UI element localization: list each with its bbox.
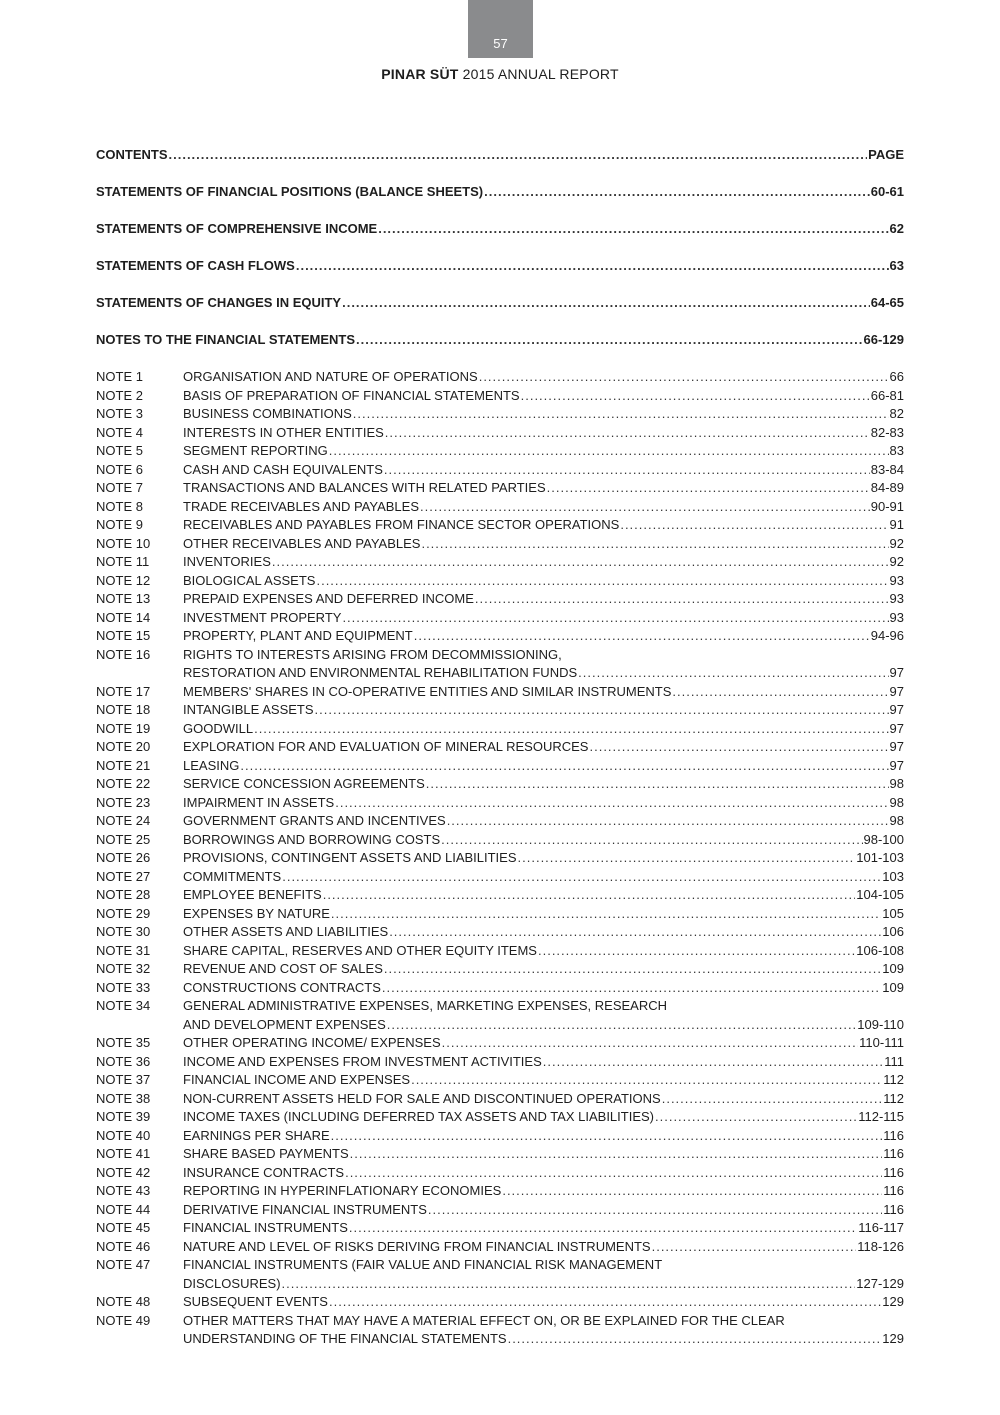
note-number: NOTE 45 xyxy=(96,1220,151,1235)
page-number: 57 xyxy=(493,36,508,51)
note-page: 103 xyxy=(882,868,904,884)
note-title: BUSINESS COMBINATIONS xyxy=(183,406,352,421)
note-title: GOODWILL xyxy=(183,720,254,736)
note-page: 106 xyxy=(882,924,904,939)
toc-section-row-dots xyxy=(296,257,889,276)
note-number: NOTE 43 xyxy=(96,1183,151,1198)
toc-note-row[interactable] xyxy=(96,1164,904,1183)
note-dots xyxy=(589,738,888,757)
toc-note-row-continued[interactable] xyxy=(96,1275,904,1294)
toc-note-row[interactable] xyxy=(96,1108,904,1127)
note-page: 92 xyxy=(889,535,904,551)
toc-note-row[interactable] xyxy=(96,498,904,517)
note-number: NOTE 1 xyxy=(96,369,143,384)
note-dots xyxy=(420,498,870,517)
note-number: NOTE 41 xyxy=(96,1146,151,1161)
toc-note-row[interactable] xyxy=(96,424,904,443)
note-number: NOTE 46 xyxy=(96,1238,151,1254)
note-dots xyxy=(331,905,881,924)
note-page: 93 xyxy=(889,591,904,606)
note-dots xyxy=(331,1127,883,1146)
note-number: NOTE 6 xyxy=(96,461,143,477)
toc-note-row[interactable] xyxy=(96,1256,904,1275)
toc-section-row-page: 66-129 xyxy=(863,332,904,347)
note-number: NOTE 39 xyxy=(96,1109,151,1124)
note-number: NOTE 2 xyxy=(96,387,143,403)
note-number: NOTE 18 xyxy=(96,702,151,717)
toc-note-row[interactable] xyxy=(96,590,904,609)
note-number: NOTE 33 xyxy=(96,979,151,995)
note-number: NOTE 14 xyxy=(96,609,151,625)
note-title: PROPERTY, PLANT AND EQUIPMENT xyxy=(183,628,413,643)
note-page: 112 xyxy=(883,1072,904,1087)
note-number: NOTE 8 xyxy=(96,498,143,514)
report-brand: PINAR SÜT xyxy=(381,66,459,82)
note-dots xyxy=(350,1145,883,1164)
note-number: NOTE 13 xyxy=(96,591,151,606)
note-number: NOTE 35 xyxy=(96,1035,151,1050)
note-dots xyxy=(335,794,888,813)
note-dots xyxy=(652,1238,857,1257)
note-number: NOTE 27 xyxy=(96,868,151,884)
note-number: NOTE 4 xyxy=(96,424,143,440)
note-title: GENERAL ADMINISTRATIVE EXPENSES, MARKETING EXPENSES, RESEARCH xyxy=(183,998,668,1013)
note-number: NOTE 7 xyxy=(96,480,143,495)
note-number: NOTE 10 xyxy=(96,535,151,551)
report-subtitle: 2015 ANNUAL REPORT xyxy=(458,66,619,82)
note-dots xyxy=(518,849,856,868)
toc-section-row-page: 63 xyxy=(889,258,904,273)
note-dots xyxy=(240,757,888,776)
toc-note-row[interactable] xyxy=(96,516,904,535)
note-page: 98 xyxy=(889,813,904,828)
note-page: 101-103 xyxy=(856,850,904,865)
note-number: NOTE 15 xyxy=(96,628,151,643)
note-dots xyxy=(349,1219,857,1238)
note-number: NOTE 32 xyxy=(96,961,151,976)
note-page: 106-108 xyxy=(856,942,904,958)
note-dots xyxy=(441,831,862,850)
note-title: BASIS OF PREPARATION OF FINANCIAL STATEMENTS xyxy=(183,387,520,403)
note-title: GOVERNMENT GRANTS AND INCENTIVES xyxy=(183,813,446,828)
toc-note-row[interactable] xyxy=(96,701,904,720)
note-number: NOTE 40 xyxy=(96,1127,151,1143)
note-title: RIGHTS TO INTERESTS ARISING FROM DECOMMISSIONING, xyxy=(183,646,562,662)
toc-note-row[interactable] xyxy=(96,849,904,868)
note-dots xyxy=(543,1053,883,1072)
note-dots xyxy=(329,442,889,461)
note-title: OTHER MATTERS THAT MAY HAVE A MATERIAL EFFECT ON, OR BE EXPLAINED FOR THE CLEAR xyxy=(183,1312,785,1328)
toc-note-row[interactable] xyxy=(96,572,904,591)
note-title: FINANCIAL INSTRUMENTS (FAIR VALUE AND FINANCIAL RISK MANAGEMENT xyxy=(183,1257,663,1272)
note-number: NOTE 49 xyxy=(96,1312,151,1328)
note-page: 97 xyxy=(889,683,904,699)
note-number: NOTE 3 xyxy=(96,406,143,421)
note-dots xyxy=(345,1164,882,1183)
note-dots xyxy=(353,405,889,424)
note-title: TRANSACTIONS AND BALANCES WITH RELATED PARTIES xyxy=(183,480,546,495)
toc-note-row[interactable] xyxy=(96,627,904,646)
note-dots xyxy=(272,553,889,572)
note-page: 116 xyxy=(883,1164,904,1180)
note-title: REPORTING IN HYPERINFLATIONARY ECONOMIES xyxy=(183,1183,502,1198)
note-page: 83-84 xyxy=(870,461,904,477)
note-number: NOTE 19 xyxy=(96,720,151,736)
note-title: IMPAIRMENT IN ASSETS xyxy=(183,794,335,810)
note-page: 109 xyxy=(882,961,904,976)
note-title: ORGANISATION AND NATURE OF OPERATIONS xyxy=(183,369,478,384)
note-number: NOTE 26 xyxy=(96,850,151,865)
toc-note-row[interactable] xyxy=(96,757,904,776)
toc-section-row-title: STATEMENTS OF FINANCIAL POSITIONS (BALANCE SHEETS) xyxy=(96,184,484,199)
note-dots xyxy=(475,590,889,609)
note-number: NOTE 17 xyxy=(96,683,151,699)
toc-note-row[interactable] xyxy=(96,831,904,850)
toc-note-row[interactable] xyxy=(96,1219,904,1238)
note-title: EARNINGS PER SHARE xyxy=(183,1127,330,1143)
note-page: 93 xyxy=(889,609,904,625)
note-number: NOTE 37 xyxy=(96,1072,151,1087)
note-page: 109 xyxy=(882,979,904,995)
note-dots xyxy=(414,627,870,646)
note-dots xyxy=(384,960,881,979)
contents-header-row[interactable] xyxy=(96,146,904,165)
note-dots xyxy=(538,942,855,961)
note-title: INVENTORIES xyxy=(183,554,271,569)
note-title: PROVISIONS, CONTINGENT ASSETS AND LIABILITIES xyxy=(183,850,517,865)
toc-note-row[interactable] xyxy=(96,387,904,406)
toc-note-row[interactable] xyxy=(96,1034,904,1053)
toc-note-row-continued[interactable] xyxy=(96,1016,904,1035)
toc-note-row[interactable] xyxy=(96,886,904,905)
note-number: NOTE 12 xyxy=(96,572,151,588)
toc-section-row-page: 62 xyxy=(889,221,904,236)
note-dots xyxy=(508,1330,882,1349)
contents-header-row-page: PAGE xyxy=(868,147,904,162)
note-number: NOTE 25 xyxy=(96,831,151,847)
toc-note-row[interactable] xyxy=(96,1053,904,1072)
note-page: 127-129 xyxy=(856,1275,904,1291)
note-number: NOTE 30 xyxy=(96,924,151,939)
note-dots xyxy=(315,701,889,720)
note-dots xyxy=(426,775,889,794)
note-dots xyxy=(428,1201,882,1220)
note-title: SERVICE CONCESSION AGREEMENTS xyxy=(183,776,425,791)
note-dots xyxy=(521,387,870,406)
note-title: PREPAID EXPENSES AND DEFERRED INCOME xyxy=(183,591,474,606)
note-page: 97 xyxy=(889,757,904,773)
toc-note-row[interactable] xyxy=(96,405,904,424)
note-page: 66-81 xyxy=(870,387,904,403)
note-dots xyxy=(385,424,870,443)
note-number: NOTE 11 xyxy=(96,554,150,569)
note-title: NON-CURRENT ASSETS HELD FOR SALE AND DISCONTINUED OPERATIONS xyxy=(183,1090,661,1106)
note-dots xyxy=(447,812,889,831)
toc-note-row[interactable] xyxy=(96,960,904,979)
note-page: 111 xyxy=(884,1053,904,1069)
note-page: 109-110 xyxy=(857,1016,904,1032)
note-dots xyxy=(329,1293,881,1312)
toc-note-row[interactable] xyxy=(96,942,904,961)
note-number: NOTE 21 xyxy=(96,757,151,773)
note-page: 98 xyxy=(889,794,904,810)
note-title: INCOME TAXES (INCLUDING DEFERRED TAX ASSETS AND TAX LIABILITIES) xyxy=(183,1109,654,1124)
note-page: 92 xyxy=(889,554,904,569)
toc-note-row[interactable] xyxy=(96,868,904,887)
note-page: 66 xyxy=(889,369,904,384)
note-dots xyxy=(342,609,888,628)
note-title-continued: AND DEVELOPMENT EXPENSES xyxy=(183,1016,386,1032)
note-title: EXPENSES BY NATURE xyxy=(183,905,330,921)
note-page: 116 xyxy=(883,1201,904,1217)
toc-note-row[interactable] xyxy=(96,1201,904,1220)
note-number: NOTE 31 xyxy=(96,942,151,958)
note-title: SEGMENT REPORTING xyxy=(183,443,328,458)
toc-note-row[interactable] xyxy=(96,905,904,924)
toc-note-row[interactable] xyxy=(96,1090,904,1109)
note-number: NOTE 20 xyxy=(96,739,151,754)
note-page: 112-115 xyxy=(858,1109,904,1124)
note-number: NOTE 5 xyxy=(96,443,143,458)
note-title: OTHER RECEIVABLES AND PAYABLES xyxy=(183,535,421,551)
note-dots xyxy=(254,720,888,739)
note-page: 97 xyxy=(889,702,904,717)
note-page: 97 xyxy=(889,720,904,736)
toc-note-row[interactable] xyxy=(96,1071,904,1090)
toc-note-row[interactable] xyxy=(96,1182,904,1201)
note-title: INVESTMENT PROPERTY xyxy=(183,609,342,625)
note-title: OTHER ASSETS AND LIABILITIES xyxy=(183,924,389,939)
toc-section-row-page: 64-65 xyxy=(870,295,904,310)
note-title-continued: DISCLOSURES) xyxy=(183,1275,281,1291)
note-dots xyxy=(411,1071,882,1090)
note-page: 83 xyxy=(889,443,904,458)
note-page: 116 xyxy=(883,1146,904,1161)
note-title: SHARE BASED PAYMENTS xyxy=(183,1146,349,1161)
toc-section-row-dots xyxy=(342,294,870,313)
toc-section-row-dots xyxy=(356,331,862,350)
note-dots xyxy=(672,683,888,702)
toc-notes xyxy=(96,368,904,1349)
toc-section-row[interactable] xyxy=(96,331,904,350)
note-page: 84-89 xyxy=(870,480,904,495)
note-page: 110-111 xyxy=(859,1035,904,1050)
note-dots xyxy=(442,1034,859,1053)
toc-section-row-title: NOTES TO THE FINANCIAL STATEMENTS xyxy=(96,332,356,347)
toc-note-row[interactable] xyxy=(96,720,904,739)
toc-note-row[interactable] xyxy=(96,979,904,998)
note-title: TRADE RECEIVABLES AND PAYABLES xyxy=(183,498,420,514)
note-dots xyxy=(384,461,870,480)
note-title: INTERESTS IN OTHER ENTITIES xyxy=(183,424,384,440)
note-title: LEASING xyxy=(183,757,240,773)
note-dots xyxy=(389,923,881,942)
toc-section-row-page: 60-61 xyxy=(870,184,904,199)
note-title: RECEIVABLES AND PAYABLES FROM FINANCE SECTOR OPERATIONS xyxy=(183,517,620,532)
note-number: NOTE 47 xyxy=(96,1257,151,1272)
note-number: NOTE 24 xyxy=(96,813,151,828)
note-page: 82 xyxy=(889,406,904,421)
toc-note-row[interactable] xyxy=(96,646,904,665)
note-title: FINANCIAL INSTRUMENTS xyxy=(183,1220,348,1235)
toc-note-row[interactable] xyxy=(96,1293,904,1312)
note-dots xyxy=(479,368,889,387)
note-page: 98-100 xyxy=(863,831,904,847)
note-title: CASH AND CASH EQUIVALENTS xyxy=(183,461,383,477)
note-number: NOTE 34 xyxy=(96,998,151,1013)
toc-note-row[interactable] xyxy=(96,609,904,628)
note-title: CONSTRUCTIONS CONTRACTS xyxy=(183,979,381,995)
note-dots xyxy=(578,664,888,683)
note-number: NOTE 36 xyxy=(96,1053,151,1069)
note-dots xyxy=(382,979,881,998)
note-title: EXPLORATION FOR AND EVALUATION OF MINERAL RESOURCES xyxy=(183,739,589,754)
toc-section-row[interactable] xyxy=(96,257,904,276)
toc-note-row[interactable] xyxy=(96,1238,904,1257)
note-dots xyxy=(662,1090,883,1109)
toc-note-row[interactable] xyxy=(96,997,904,1016)
toc-note-row[interactable] xyxy=(96,1127,904,1146)
toc-note-row[interactable] xyxy=(96,1145,904,1164)
note-page: 93 xyxy=(889,572,904,588)
toc-note-row[interactable] xyxy=(96,535,904,554)
toc-section-row[interactable] xyxy=(96,183,904,202)
toc-note-row-continued[interactable] xyxy=(96,664,904,683)
note-page: 104-105 xyxy=(856,887,904,902)
note-page: 82-83 xyxy=(870,424,904,440)
toc-note-row[interactable] xyxy=(96,812,904,831)
note-title: INTANGIBLE ASSETS xyxy=(183,702,314,717)
toc-note-row[interactable] xyxy=(96,368,904,387)
note-dots xyxy=(421,535,888,554)
note-page: 116 xyxy=(883,1127,904,1143)
contents-header-row-title: CONTENTS xyxy=(96,147,168,162)
note-number: NOTE 44 xyxy=(96,1201,151,1217)
toc-note-row[interactable] xyxy=(96,683,904,702)
note-number: NOTE 16 xyxy=(96,646,151,662)
toc-note-row[interactable] xyxy=(96,738,904,757)
note-dots xyxy=(502,1182,882,1201)
note-page: 98 xyxy=(889,776,904,791)
note-number: NOTE 42 xyxy=(96,1164,151,1180)
note-dots xyxy=(282,1275,856,1294)
toc-note-row[interactable] xyxy=(96,775,904,794)
page-number-tab xyxy=(468,0,533,58)
note-page: 118-126 xyxy=(857,1238,904,1254)
note-dots xyxy=(282,868,881,887)
note-page: 112 xyxy=(883,1090,904,1106)
note-title: COMMITMENTS xyxy=(183,868,282,884)
note-dots xyxy=(620,516,888,535)
note-page: 97 xyxy=(889,665,904,680)
note-title: MEMBERS' SHARES IN CO-OPERATIVE ENTITIES AND SIMILAR INSTRUMENTS xyxy=(183,683,672,699)
toc-section-row[interactable] xyxy=(96,220,904,239)
note-title: NATURE AND LEVEL OF RISKS DERIVING FROM FINANCIAL INSTRUMENTS xyxy=(183,1238,651,1254)
toc-note-row-continued[interactable] xyxy=(96,1330,904,1349)
note-title: EMPLOYEE BENEFITS xyxy=(183,887,322,902)
note-dots xyxy=(547,479,870,498)
note-dots xyxy=(655,1108,857,1127)
note-title: INCOME AND EXPENSES FROM INVESTMENT ACTIVITIES xyxy=(183,1053,542,1069)
toc-section-row-title: STATEMENTS OF CASH FLOWS xyxy=(96,258,295,273)
toc-section-row-dots xyxy=(378,220,888,239)
note-dots xyxy=(323,886,856,905)
toc-note-row[interactable] xyxy=(96,1312,904,1331)
note-title: FINANCIAL INCOME AND EXPENSES xyxy=(183,1072,411,1087)
note-dots xyxy=(387,1016,856,1035)
note-page: 91 xyxy=(889,517,904,532)
note-title: SUBSEQUENT EVENTS xyxy=(183,1294,328,1309)
toc-note-row[interactable] xyxy=(96,553,904,572)
toc-note-row[interactable] xyxy=(96,442,904,461)
toc-note-row[interactable] xyxy=(96,923,904,942)
note-title: DERIVATIVE FINANCIAL INSTRUMENTS xyxy=(183,1201,427,1217)
note-number: NOTE 29 xyxy=(96,905,151,921)
toc-section-row-dots xyxy=(484,183,870,202)
note-number: NOTE 48 xyxy=(96,1294,151,1309)
report-title xyxy=(0,66,1000,82)
note-number: NOTE 38 xyxy=(96,1090,151,1106)
note-page: 90-91 xyxy=(870,498,904,514)
note-page: 116-117 xyxy=(858,1220,904,1235)
note-title: SHARE CAPITAL, RESERVES AND OTHER EQUITY ITEMS xyxy=(183,942,537,958)
note-title: OTHER OPERATING INCOME/ EXPENSES xyxy=(183,1035,441,1050)
toc-section-row-title: STATEMENTS OF CHANGES IN EQUITY xyxy=(96,295,342,310)
contents-header-row-dots xyxy=(169,146,868,165)
note-page: 94-96 xyxy=(870,628,904,643)
note-page: 105 xyxy=(882,905,904,921)
note-dots xyxy=(316,572,888,591)
note-title: REVENUE AND COST OF SALES xyxy=(183,961,383,976)
toc-section-row[interactable] xyxy=(96,294,904,313)
note-title: BIOLOGICAL ASSETS xyxy=(183,572,316,588)
note-title-continued: RESTORATION AND ENVIRONMENTAL REHABILITATION FUNDS xyxy=(183,665,578,680)
toc-note-row[interactable] xyxy=(96,794,904,813)
note-page: 129 xyxy=(882,1294,904,1309)
toc-section-row-title: STATEMENTS OF COMPREHENSIVE INCOME xyxy=(96,221,378,236)
toc-note-row[interactable] xyxy=(96,461,904,480)
note-title: BORROWINGS AND BORROWING COSTS xyxy=(183,831,441,847)
note-page: 129 xyxy=(882,1331,904,1346)
note-number: NOTE 9 xyxy=(96,517,143,532)
note-page: 97 xyxy=(889,739,904,754)
note-number: NOTE 28 xyxy=(96,887,151,902)
note-title: INSURANCE CONTRACTS xyxy=(183,1164,345,1180)
note-number: NOTE 23 xyxy=(96,794,151,810)
toc-note-row[interactable] xyxy=(96,479,904,498)
note-number: NOTE 22 xyxy=(96,776,151,791)
note-page: 116 xyxy=(883,1183,904,1198)
note-title-continued: UNDERSTANDING OF THE FINANCIAL STATEMENTS xyxy=(183,1331,507,1346)
